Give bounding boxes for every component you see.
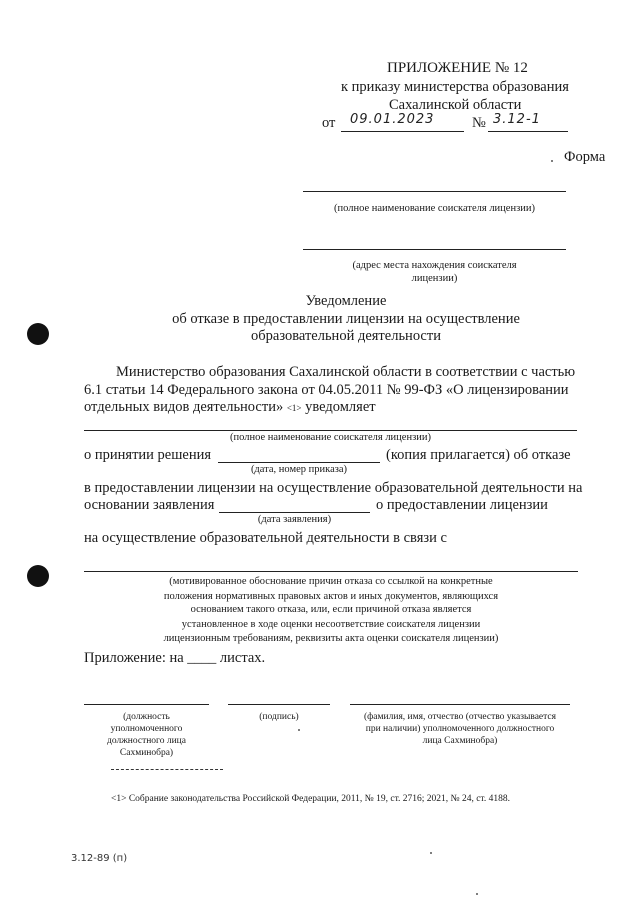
date-prefix: от bbox=[322, 115, 336, 131]
fio-caption-2: при наличии) уполномоченного должностного bbox=[365, 724, 555, 734]
position-caption-4: Сахминобра) bbox=[119, 748, 174, 758]
number-prefix: № bbox=[472, 115, 486, 131]
document-subtitle-2: образовательной деятельности bbox=[251, 328, 441, 344]
footnote-separator bbox=[111, 769, 223, 770]
reason-text-line bbox=[84, 571, 578, 572]
reason-caption-4: установленное в ходе оценки несоответствие соискателя лицензии bbox=[181, 619, 481, 630]
applicant-name-caption: (полное наименование соискателя лицензии) bbox=[334, 203, 535, 214]
form-label: Форма bbox=[564, 149, 606, 165]
document-title: Уведомление bbox=[305, 293, 387, 309]
order-number: 3.12-1 bbox=[493, 112, 541, 127]
footnote-ref: <1> bbox=[286, 403, 302, 413]
scan-speck bbox=[430, 852, 432, 854]
reason-line: на осуществление образовательной деятельности в связи с bbox=[84, 530, 447, 546]
fio-caption-3: лица Сахминобра) bbox=[422, 736, 498, 746]
application-suffix: о предоставлении лицензии bbox=[376, 497, 548, 513]
document-code: 3.12-89 (п) bbox=[71, 853, 128, 864]
fio-line bbox=[350, 704, 570, 705]
order-date-underline bbox=[341, 131, 464, 132]
order-details-caption: (дата, номер приказа) bbox=[250, 464, 348, 475]
position-caption-1: (должность bbox=[123, 712, 170, 722]
body-paragraph-line-3-text: отдельных видов деятельности» bbox=[84, 399, 284, 415]
scan-speck bbox=[551, 160, 553, 162]
attachment-line: Приложение: на ____ листах. bbox=[84, 650, 266, 666]
signature-caption: (подпись) bbox=[259, 712, 299, 722]
refusal-line: в предоставлении лицензии на осуществление образовательной деятельности на bbox=[84, 480, 583, 496]
application-date-caption: (дата заявления) bbox=[257, 514, 332, 525]
punch-hole-top bbox=[27, 323, 49, 345]
signature-line bbox=[228, 704, 330, 705]
order-number-underline bbox=[488, 131, 568, 132]
footnote-text: <1> Собрание законодательства Российской Федерации, 2011, № 19, ст. 2716; 2021, № 24, ст. 4188. bbox=[111, 794, 510, 804]
decision-prefix: о принятии решения bbox=[84, 447, 212, 463]
document-subtitle-1: об отказе в предоставлении лицензии на осуществление bbox=[172, 311, 520, 327]
position-line bbox=[84, 704, 209, 705]
reason-caption-5: лицензионным требованиям, реквизиты акта оценки соискателя лицензии) bbox=[163, 633, 499, 644]
appendix-order-line: к приказу министерства образования bbox=[341, 79, 569, 95]
recipient-name-caption: (полное наименование соискателя лицензии) bbox=[230, 432, 431, 443]
position-caption-3: должностного лица bbox=[107, 736, 186, 746]
body-paragraph-line-2: 6.1 статьи 14 Федерального закона от 04.05.2011 № 99-ФЗ «О лицензировании bbox=[84, 382, 569, 398]
position-caption-2: уполномоченного bbox=[110, 724, 183, 734]
application-prefix: основании заявления bbox=[84, 497, 215, 513]
recipient-name-line bbox=[84, 430, 577, 431]
order-date: 09.01.2023 bbox=[350, 112, 435, 127]
applicant-name-line bbox=[303, 191, 566, 192]
scan-speck bbox=[298, 729, 300, 731]
applicant-address-caption-2: лицензии) bbox=[411, 273, 458, 284]
appendix-region-line: Сахалинской области bbox=[389, 97, 522, 113]
body-paragraph-line-3-end: уведомляет bbox=[305, 399, 376, 415]
applicant-address-caption-1: (адрес места нахождения соискателя bbox=[352, 260, 517, 271]
reason-caption-2: положения нормативных правовых актов и иных документов, являющихся bbox=[163, 591, 499, 602]
appendix-title: ПРИЛОЖЕНИЕ № 12 bbox=[387, 60, 528, 76]
application-date-line bbox=[219, 512, 370, 513]
scan-speck bbox=[476, 893, 478, 895]
decision-suffix: (копия прилагается) об отказе bbox=[386, 447, 571, 463]
body-paragraph-line-1: Министерство образования Сахалинской области в соответствии с частью bbox=[116, 364, 576, 380]
reason-caption-1: (мотивированное обоснование причин отказа со ссылкой на конкретные bbox=[169, 576, 493, 587]
punch-hole-bottom bbox=[27, 565, 49, 587]
order-details-line bbox=[218, 462, 380, 463]
body-paragraph-line-3 bbox=[84, 399, 376, 416]
fio-caption-1: (фамилия, имя, отчество (отчество указывается bbox=[363, 712, 557, 722]
applicant-address-line bbox=[303, 249, 566, 250]
reason-caption-3: основанием такого отказа, или, если причиной отказа является bbox=[190, 604, 472, 615]
